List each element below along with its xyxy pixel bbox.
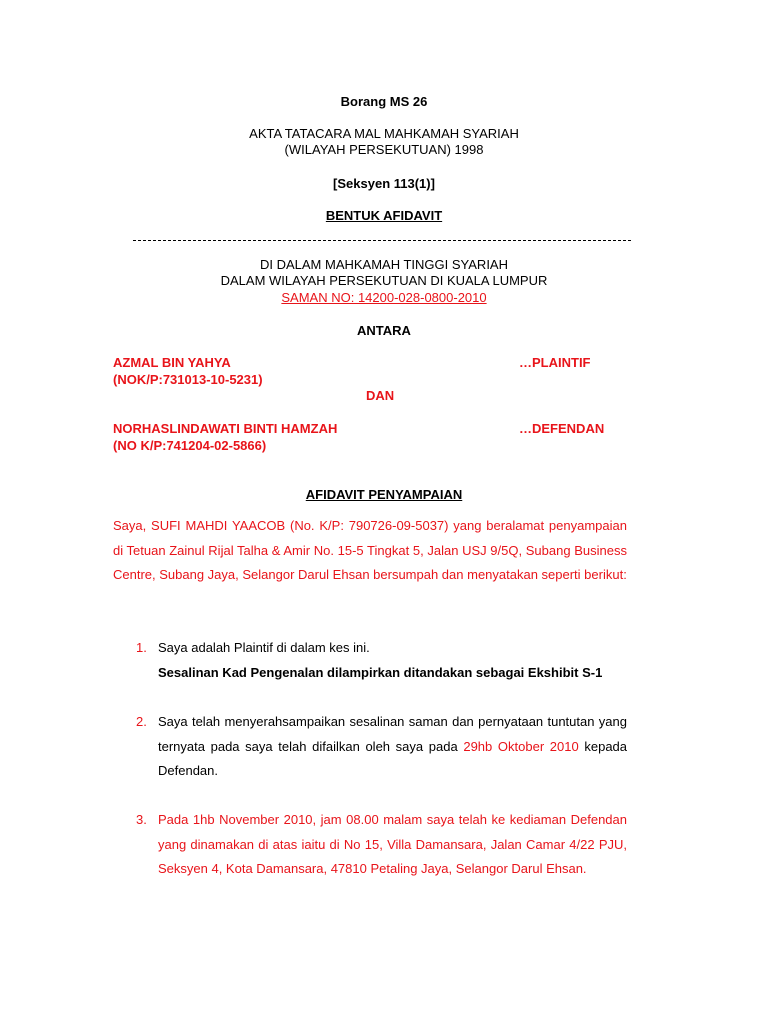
section-reference: [Seksyen 113(1)] bbox=[333, 176, 435, 191]
defendant-name: NORHASLINDAWATI BINTI HAMZAH bbox=[113, 421, 338, 436]
defendant-role: …DEFENDAN bbox=[519, 421, 605, 436]
act-title-line2: (WILAYAH PERSEKUTUAN) 1998 bbox=[284, 142, 484, 157]
item-text-part: Saya telah menyerahsampaikan sesalinan saman dan pernyataan tuntutan yang ternyata pada saya telah difailkan oleh saya pada bbox=[158, 714, 627, 754]
item-number: 3. bbox=[136, 812, 147, 827]
item-text bbox=[158, 710, 627, 784]
plaintiff-name: AZMAL BIN YAHYA bbox=[113, 355, 231, 370]
item-text: Saya adalah Plaintif di dalam kes ini. bbox=[158, 640, 370, 655]
form-type-title: BENTUK AFIDAVIT bbox=[325, 208, 443, 223]
between-label: ANTARA bbox=[357, 323, 411, 338]
court-line1: DI DALAM MAHKAMAH TINGGI SYARIAH bbox=[259, 257, 508, 272]
exhibit-note: Sesalinan Kad Pengenalan dilampirkan ditandakan sebagai Ekshibit S-1 bbox=[158, 665, 603, 680]
dashed-divider bbox=[133, 240, 631, 241]
form-number: Borang MS 26 bbox=[340, 94, 428, 109]
court-line2: DALAM WILAYAH PERSEKUTUAN DI KUALA LUMPUR bbox=[220, 273, 548, 288]
service-date: 29hb Oktober 2010 bbox=[463, 738, 579, 754]
defendant-ic: (NO K/P:741204-02-5866) bbox=[113, 438, 267, 453]
item-number: 1. bbox=[136, 640, 147, 655]
item-text: Pada 1hb November 2010, jam 08.00 malam saya telah ke kediaman Defendan yang dinamakan di atas iaitu di No 15, Villa Damansara, Jalan Camar 4/22 PJU, Seksyen 4, Kota Damansara, 47810 Petaling Jaya, Selangor Darul Ehsan. bbox=[158, 812, 627, 876]
and-label: DAN bbox=[366, 388, 395, 403]
affidavit-intro: Saya, SUFI MAHDI YAACOB (No. K/P: 790726-09-5037) yang beralamat penyampaian di Tetuan Zainul Rijal Talha & Amir No. 15-5 Tingkat 5, Jalan USJ 9/5Q, Subang Business Centre, Subang Jaya, Selangor Darul Ehsan bersumpah dan menyatakan seperti berikut: bbox=[113, 518, 627, 582]
act-title-line1: AKTA TATACARA MAL MAHKAMAH SYARIAH bbox=[249, 126, 519, 141]
case-number: SAMAN NO: 14200-028-0800-2010 bbox=[281, 290, 487, 305]
item-number: 2. bbox=[136, 714, 147, 729]
item-text-part: kepada Defendan. bbox=[158, 738, 628, 778]
plaintiff-role: …PLAINTIF bbox=[519, 355, 591, 370]
plaintiff-ic: (NOK/P:731013-10-5231) bbox=[113, 372, 263, 387]
affidavit-title: AFIDAVIT PENYAMPAIAN bbox=[305, 487, 463, 502]
